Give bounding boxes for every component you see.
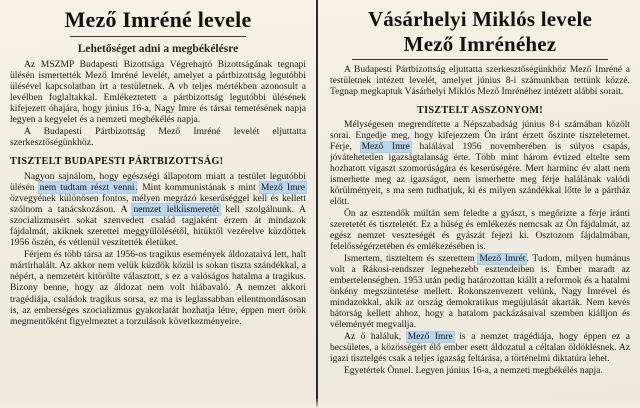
highlighted-text: Mező Imre [407, 332, 453, 343]
left-body [10, 171, 306, 327]
paragraph: Ön az esztendők múltán sem feledte a gyászt, s megőrizte a férje iránti szeretetét és tiszteletét. Ez a hűség és emlékezés nemcsak az Ön fájdalmát, az egész nemzet veszteségét és gyászát fejezi ki. Osztozom fájdalmában, felelősségérzetében és emlékezésében is. [330, 209, 630, 253]
left-section-title: TISZTELT BUDAPESTI PÁRTBIZOTTSÁG! [10, 155, 224, 167]
paragraph: Férjem és több társa az 1956-os tragikus események áldozataivá lett, halt mártírhalált. Az akkor nem velük küzdők közül is sokan tiszta szándékkal, a népért, a nemzetért kitörölte választott, s ez a valóságos hatalma a tragikus. Bizony benne, hogy az áldozat nem volt hiábavaló. A nemzet akkori tragédiája, családok tragikus sorsa, ez ma is leglassabban ellentmondásosan is, az emberséges szocializmus gyakorlatát hozhatja létre, éppen mert örök megmentőként figyelmeztet a torzulások következményeire. [10, 249, 306, 327]
right-section-title: TISZTELT ASSZONYOM! [416, 105, 544, 117]
right-headline-line2: Mező Imrénéhez [403, 31, 557, 56]
paragraph: Az ő haláluk, Mező Imre is a nemzet tragédiája, hogy éppen ez a becsületes, a közösségért élő ember esett áldozatul a céltalan öldöklésnek. Az igazi tisztelgés csak a teljes igazság feltárása, a történelmi diktatúra lehet. [330, 332, 630, 365]
left-headline: Mező Imréné levele [64, 7, 252, 32]
headline-divider-left [70, 36, 246, 37]
paragraph: Ismertem, tiszteltem és szerettem Mező Imrét. Tudom, milyen humánus volt a Rákosi-rendszer legnehezebb esztendeiben is. Ember maradt az embertelenségben. 1953 után pedig határozottan kiállt a reformok és a hatalmi önkény megszüntetése mellett. Rokonszenvezett velünk, Nagy Imrével és mindazokkal, akik az ország demokratikus megújulását akarták. Nem kevés bátorság kellett ahhoz, hogy a hatalom packázásaival szemben kiálljon és véleményét megvallja. [330, 254, 631, 331]
left-subhead: Lehetőséget adni a megbékélésre [77, 42, 239, 55]
paragraph: Egyetértek Önnel. Legyen június 16-a, a nemzeti megbékélés napja. [344, 366, 603, 377]
paragraph: Nagyon sajnálom, hogy egészségi állapotom miatt a testület legutóbbi ülésén nem tudtam részt venni. Mint kommunistának s mint Mező Imre özvegyének különösen fontos, mélyen megrázó keserűséggel kell és kellett szólnom a tanácskozáson. A nemzet lelkiismeretét kell szolgálnunk. A szocializmusért sokat szenvedett család tagjaként érzem át mindazok fájdalmát, akiknek szerettei meggyűlölésétől, hitüktől vezérelve küzdöttek 1956 őszén, és vétlenül veszítették életüket. [10, 170, 306, 249]
paragraph: Az MSZMP Budapesti Bizottsága Végrehajtó Bizottságának tegnapi ülésén ismertették Mező Imréné levelét, amelyet a pártbizottság legutóbbi ülésével kapcsolatban írt a testületnek. A vb teljes mértékben azonosult a levélben foglaltakkal. Emlékeztetett a pártbizottság legutóbbi ülésének kifejezett óhajára, hogy június 16-a, Nagy Imre és társai temetésének napja legyen a kegyelet és a nemzeti megbékélés napja. [10, 58, 306, 126]
paragraph: A Budapesti Pártbizottság Mező Imréné levelét eljuttatta szerkesztőségünkhöz. [10, 126, 306, 149]
highlighted-text: Mező Imre [361, 142, 410, 153]
paragraph: A Budapesti Pártbizottság eljuttatta szerkesztőségünkhöz Mező Imréné a testületnek intézett levelét, amelyet június 8-i számunkban tettünk közzé. Tegnap megkaptuk Vásárhelyi Miklós Mező Imrénéhez intézett alábbi sorait. [330, 65, 630, 98]
highlighted-text: Mező Imre [260, 181, 305, 193]
highlighted-text: nem tudtam részt venni [39, 181, 135, 193]
article-left [0, 0, 318, 408]
paragraph: Mélységesen megrendítette a Népszabadság június 8-i számában közölt sorai. Engedje meg, hogy kifejezzem Ön iránt érzett őszinte tiszteletemet. Férje, Mező Imre halálával 1956 novemberében is súlyos csapás, jóvátehetetlen igazságtalanság érte. Több mint három évtized eltelte sem hozhatott vigaszt szomorúságára és keserűségére. Mert harminc év alatt nem ismerhette meg az igazságot, nem ismerhette meg férje halálának valódi körülményeit, s ma sem tudhatjuk, ki és milyen szándékkal lőtte le a pártház előtt. [330, 120, 630, 208]
right-intro [330, 65, 630, 98]
right-headline-line1: Vásárhelyi Miklós levele [367, 7, 593, 31]
headline-divider-right [352, 59, 608, 60]
highlighted-text: Mező Imrét [479, 254, 526, 265]
highlighted-text: nemzet lelkiismeretét [133, 203, 219, 215]
right-body [330, 120, 630, 377]
left-intro [10, 59, 306, 149]
article-right [318, 0, 640, 408]
